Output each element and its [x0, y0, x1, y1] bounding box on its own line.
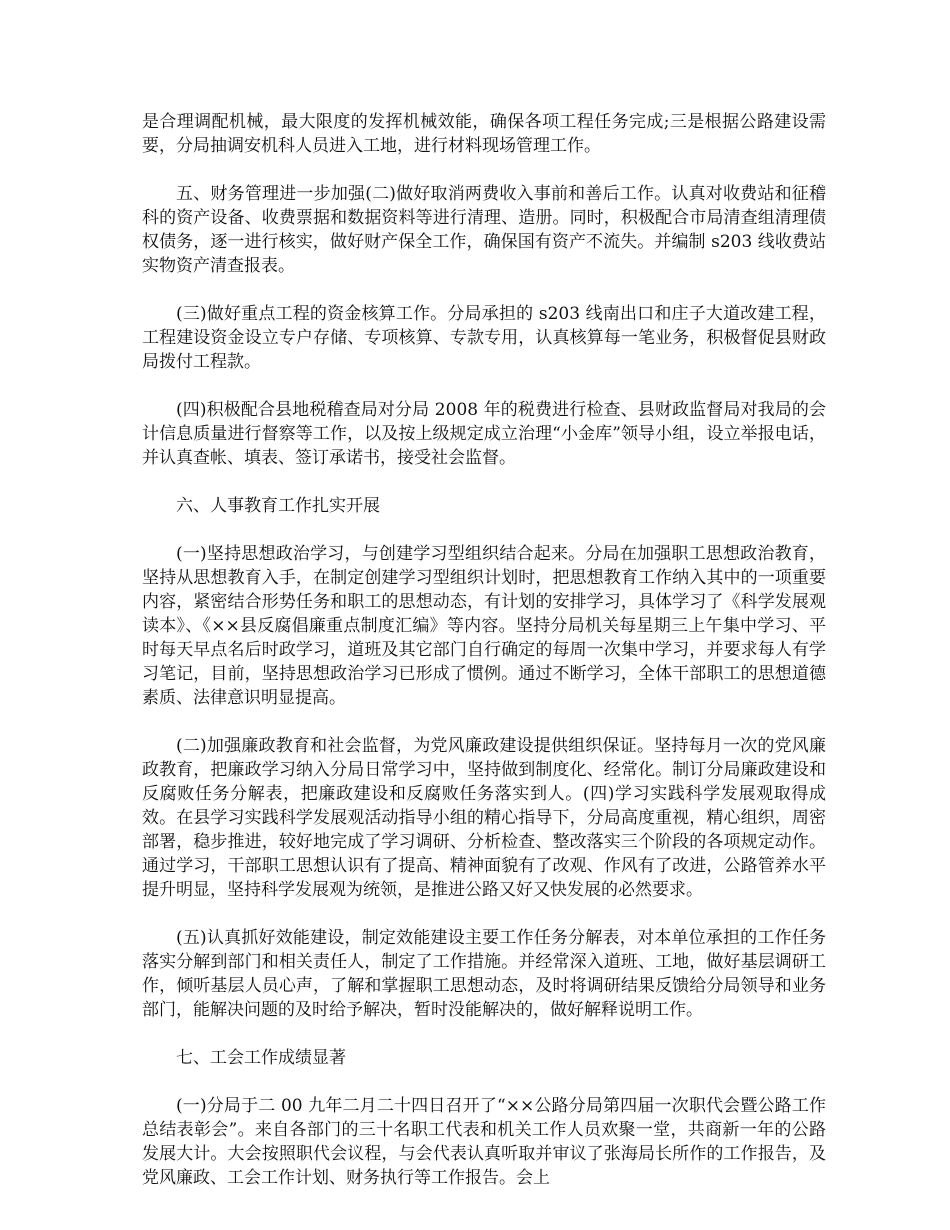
paragraph-finance-management: 五、财务管理进一步加强(二)做好取消两费收入事前和善后工作。认真对收费站和征稽科的资产设备、收费票据和数据资料等进行清理、造册。同时，积极配合市局清查组清理债权债务，逐一进行核实，做好财产保全工作，确保国有资产不流失。并编制 s203 线收费站实物资产清查报表。: [142, 184, 826, 276]
paragraph-workers-congress: (一)分局于二 00 九年二月二十四日召开了“××公路分局第四届一次职代会暨公路工作总结表彰会”。来自各部门的三十名职工代表和机关工作人员欢聚一堂，共商新一年的公路发展大计。大会按照职代会议程，与会代表认真听取并审议了张海局长所作的工作报告，及党风廉政、工会工作计划、财务执行等工作报告。会上: [142, 1096, 826, 1188]
paragraph-political-study: (一)坚持思想政治学习，与创建学习型组织结合起来。分局在加强职工思想政治教育，坚持从思想教育入手，在制定创建学习型组织计划时，把思想教育工作纳入其中的一项重要内容，紧密结合形势任务和职工的思想动态，有计划的安排学习，具体学习了《科学发展观读本》、《××县反腐倡廉重点制度汇编》等内容。坚持分局机关每星期三上午集中学习、平时每天早点名后时政学习，道班及其它部门自行确定的每周一次集中学习，并要求每人有学习笔记，目前，坚持思想政治学习已形成了惯例。通过不断学习，全体干部职工的思想道德素质、法律意识明显提高。: [142, 544, 826, 708]
paragraph-integrity-education: (二)加强廉政教育和社会监督，为党风廉政建设提供组织保证。坚持每月一次的党风廉政教育，把廉政学习纳入分局日常学习中，坚持做到制度化、经常化。制订分局廉政建设和反腐败任务分解表，把廉政建设和反腐败任务落实到人。(四)学习实践科学发展观取得成效。在县学习实践科学发展观活动指导小组的精心指导下，分局高度重视，精心组织，周密部署，稳步推进，较好地完成了学习调研、分析检查、整改落实三个阶段的各项规定动作。通过学习，干部职工思想认识有了提高、精神面貌有了改观、作风有了改进，公路管养水平提升明显，坚持科学发展观为统领，是推进公路又好又快发展的必然要求。: [142, 736, 826, 900]
section-heading-personnel-education: 六、人事教育工作扎实开展: [176, 496, 380, 516]
paragraph-key-project-accounting: (三)做好重点工程的资金核算工作。分局承担的 s203 线南出口和庄子大道改建工程，工程建设资金设立专户存储、专项核算、专款专用，认真核算每一笔业务，积极督促县财政局拨付工程款。: [142, 304, 826, 372]
paragraph-efficiency-building: (五)认真抓好效能建设，制定效能建设主要工作任务分解表，对本单位承担的工作任务落实分解到部门和相关责任人，制定了工作措施。并经常深入道班、工地，做好基层调研工作，倾听基层人员心声，了解和掌握职工思想动态，及时将调研结果反馈给分局领导和业务部门，能解决问题的及时给予解决，暂时没能解决的，做好解释说明工作。: [142, 928, 826, 1020]
paragraph-continuation: 是合理调配机械，最大限度的发挥机械效能，确保各项工程任务完成;三是根据公路建设需要，分局抽调安机科人员进入工地，进行材料现场管理工作。: [142, 112, 826, 156]
document-body: [142, 110, 826, 1214]
paragraph-tax-inspection: (四)积极配合县地税稽查局对分局 2008 年的税费进行检查、县财政监督局对我局的会计信息质量进行督察等工作，以及按上级规定成立治理“小金库”领导小组，设立举报电话，并认真查帐、填表、签订承诺书，接受社会监督。: [142, 400, 826, 468]
section-heading-union-work: 七、工会工作成绩显著: [176, 1048, 346, 1068]
